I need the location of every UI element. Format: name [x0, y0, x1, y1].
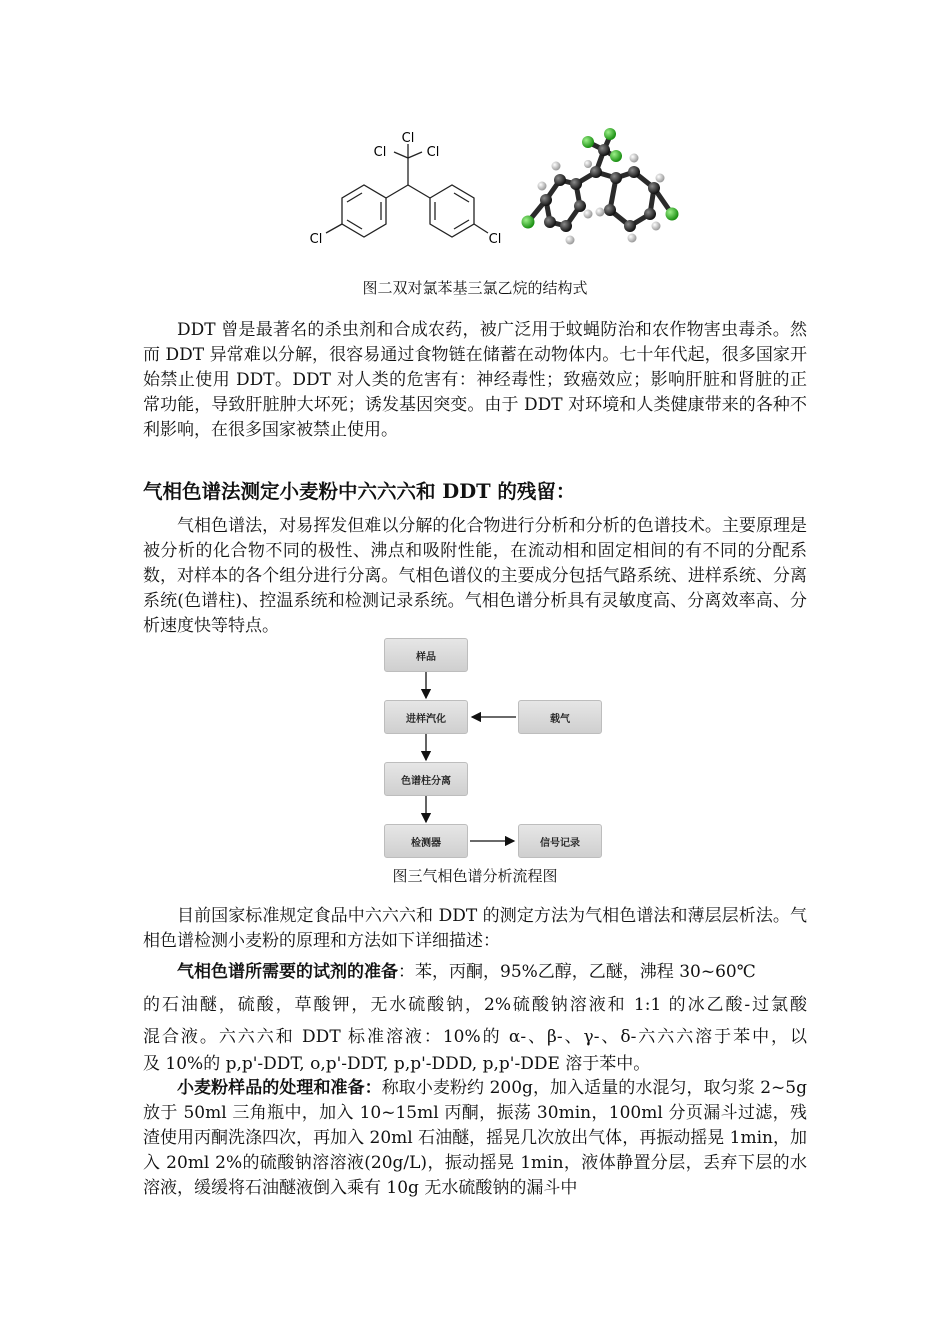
- figure2-caption: 图二双对氯苯基三氯乙烷的结构式: [362, 279, 588, 297]
- flow-box-sample: 样品: [384, 638, 468, 672]
- ddt-structural-formula: [300, 122, 500, 252]
- paragraph-gc-intro: 气相色谱法，对易挥发但难以分解的化合物进行分析和分析的色谱技术。主要原理是被分析的化合物不同的极性、沸点和吸附性能，在流动相和固定相间的有不同的分配系数，对样本的各个组分进行分离。气相色谱仪的主要成分包括气路系统、进样系统、分离系统(色谱柱)、控温系统和检测记录系统。气相色谱分析具有灵敏度高、分离效率高、分析速度快等特点。: [143, 516, 807, 636]
- section-heading: 气相色谱法测定小麦粉中六六六和 DDT 的残留：: [143, 480, 576, 503]
- reagents-label: 气相色谱所需要的试剂的准备: [177, 962, 398, 982]
- cl-label-top: Cl: [401, 131, 415, 146]
- paragraph-ddt-intro: DDT 曾是最著名的杀虫剂和合成农药，被广泛用于蚊蝇防治和农作物害虫毒杀。然而 DDT 异常难以分解，很容易通过食物链在储蓄在动物体内。七十年代起，很多国家开始禁止使用 DDT。DDT 对人类的危害有：神经毒性；致癌效应；影响肝脏和肾脏的正常功能，导致肝脏肿大坏死；诱发基因突变。由于 DDT 对环境和人类健康带来的各种不利影响，在很多国家被禁止使用。: [143, 320, 807, 440]
- figure3-caption: 图三气相色谱分析流程图: [392, 867, 558, 885]
- sample-prep-text: 称取小麦粉约 200g，加入适量的水混匀，取匀浆 2~5g 放于 50ml 三角瓶中，加入 10~15ml 丙酮，振荡 30min，100ml 分页漏斗过滤，残渣使用丙酮洗涤四次，再加入 20ml 石油醚，摇晃几次放出气体，再振动摇晃 1min，加入 20ml 2%的硫酸钠溶溶液(20g/L)，振动摇晃 1min，液体静置分层，丢弃下层的水溶液，缓缓将石油醚液倒入乘有 10g 无水硫酸钠的漏斗中: [143, 1078, 808, 1198]
- paragraph-national-standard: 目前国家标准规定食品中六六六和 DDT 的测定方法为气相色谱法和薄层层析法。气相色谱检测小麦粉的原理和方法如下详细描述：: [143, 906, 807, 951]
- ddt-ball-and-stick-model: [510, 122, 690, 247]
- cl-label-left: Cl: [373, 145, 387, 160]
- flow-box-signal-record: 信号记录: [518, 824, 602, 858]
- flow-box-injection: 进样汽化: [384, 700, 468, 734]
- gc-flowchart: [380, 636, 610, 861]
- reagents-line3: 混合液。六六六和 DDT 标准溶液：10%的 α-、β-、γ-、δ-六六六溶于苯中，以: [143, 1027, 807, 1047]
- reagents-line1: 气相色谱所需要的试剂的准备：苯，丙酮，95%乙醇，乙醚，沸程 30~60℃: [177, 962, 756, 982]
- reagents-line4: 及 10%的 p,p'-DDT, o,p'-DDT, p,p'-DDD, p,p'-DDE 溶于苯中。: [143, 1054, 651, 1074]
- paragraph-sample-prep: [143, 1076, 807, 1201]
- cl-label-ring-left: Cl: [309, 232, 323, 247]
- flow-box-carrier-gas: 载气: [518, 700, 602, 734]
- cl-label-ring-right: Cl: [488, 232, 502, 247]
- reagents-line2: 的石油醚，硫酸，草酸钾，无水硫酸钠，2%硫酸钠溶液和 1:1 的冰乙酸-过氯酸: [143, 995, 807, 1015]
- cl-label-right: Cl: [426, 145, 440, 160]
- paragraph-reagents: [143, 956, 807, 1053]
- flow-box-column-separation: 色谱柱分离: [384, 762, 468, 796]
- sample-prep-label: 小麦粉样品的处理和准备：: [177, 1078, 382, 1098]
- flow-box-detector: 检测器: [384, 824, 468, 858]
